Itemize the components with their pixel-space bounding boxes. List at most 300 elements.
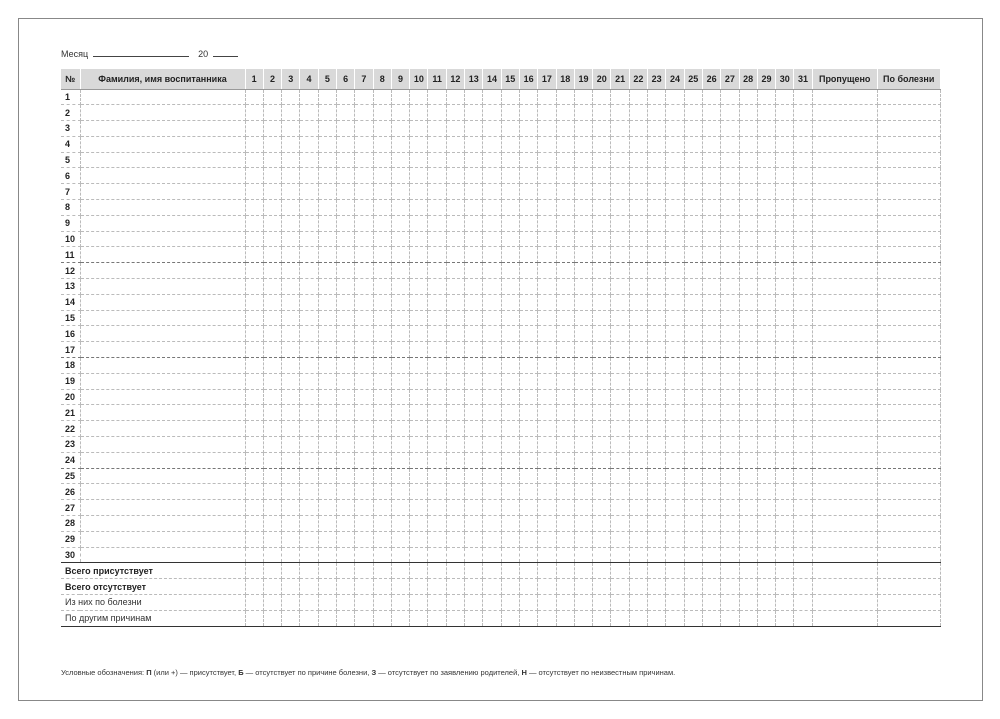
day-cell[interactable] bbox=[300, 200, 318, 216]
day-cell[interactable] bbox=[410, 389, 428, 405]
missed-cell[interactable] bbox=[812, 500, 877, 516]
day-cell[interactable] bbox=[446, 500, 464, 516]
day-cell[interactable] bbox=[721, 121, 739, 137]
summary-cell[interactable] bbox=[391, 610, 409, 626]
day-cell[interactable] bbox=[648, 294, 666, 310]
name-cell[interactable] bbox=[80, 500, 245, 516]
day-cell[interactable] bbox=[574, 547, 592, 563]
day-cell[interactable] bbox=[300, 547, 318, 563]
summary-cell[interactable] bbox=[428, 610, 446, 626]
day-cell[interactable] bbox=[501, 152, 519, 168]
day-cell[interactable] bbox=[757, 89, 775, 105]
day-cell[interactable] bbox=[410, 531, 428, 547]
day-cell[interactable] bbox=[739, 294, 757, 310]
day-cell[interactable] bbox=[538, 452, 556, 468]
day-cell[interactable] bbox=[245, 547, 263, 563]
day-cell[interactable] bbox=[739, 358, 757, 374]
day-cell[interactable] bbox=[245, 500, 263, 516]
day-cell[interactable] bbox=[794, 326, 812, 342]
day-cell[interactable] bbox=[318, 215, 336, 231]
day-cell[interactable] bbox=[702, 405, 720, 421]
day-cell[interactable] bbox=[574, 247, 592, 263]
day-cell[interactable] bbox=[666, 468, 684, 484]
day-cell[interactable] bbox=[355, 184, 373, 200]
summary-cell[interactable] bbox=[538, 595, 556, 611]
day-cell[interactable] bbox=[336, 168, 354, 184]
sick-cell[interactable] bbox=[877, 89, 940, 105]
day-cell[interactable] bbox=[666, 452, 684, 468]
day-cell[interactable] bbox=[794, 342, 812, 358]
day-cell[interactable] bbox=[428, 516, 446, 532]
day-cell[interactable] bbox=[593, 516, 611, 532]
summary-cell[interactable] bbox=[757, 563, 775, 579]
day-cell[interactable] bbox=[501, 215, 519, 231]
day-cell[interactable] bbox=[245, 358, 263, 374]
day-cell[interactable] bbox=[574, 105, 592, 121]
day-cell[interactable] bbox=[776, 531, 794, 547]
day-cell[interactable] bbox=[355, 373, 373, 389]
day-cell[interactable] bbox=[245, 326, 263, 342]
day-cell[interactable] bbox=[666, 342, 684, 358]
summary-cell[interactable] bbox=[300, 610, 318, 626]
day-cell[interactable] bbox=[263, 389, 281, 405]
day-cell[interactable] bbox=[300, 373, 318, 389]
day-cell[interactable] bbox=[263, 358, 281, 374]
day-cell[interactable] bbox=[666, 405, 684, 421]
day-cell[interactable] bbox=[538, 89, 556, 105]
day-cell[interactable] bbox=[300, 326, 318, 342]
day-cell[interactable] bbox=[465, 358, 483, 374]
day-cell[interactable] bbox=[629, 531, 647, 547]
day-cell[interactable] bbox=[666, 89, 684, 105]
day-cell[interactable] bbox=[739, 215, 757, 231]
day-cell[interactable] bbox=[593, 531, 611, 547]
day-cell[interactable] bbox=[702, 310, 720, 326]
day-cell[interactable] bbox=[593, 215, 611, 231]
day-cell[interactable] bbox=[574, 326, 592, 342]
day-cell[interactable] bbox=[684, 184, 702, 200]
summary-cell[interactable] bbox=[611, 595, 629, 611]
day-cell[interactable] bbox=[666, 152, 684, 168]
day-cell[interactable] bbox=[702, 358, 720, 374]
day-cell[interactable] bbox=[318, 200, 336, 216]
day-cell[interactable] bbox=[373, 152, 391, 168]
day-cell[interactable] bbox=[702, 247, 720, 263]
day-cell[interactable] bbox=[483, 405, 501, 421]
day-cell[interactable] bbox=[483, 531, 501, 547]
day-cell[interactable] bbox=[794, 358, 812, 374]
day-cell[interactable] bbox=[593, 279, 611, 295]
day-cell[interactable] bbox=[300, 342, 318, 358]
day-cell[interactable] bbox=[519, 484, 537, 500]
summary-cell[interactable] bbox=[666, 595, 684, 611]
day-cell[interactable] bbox=[282, 484, 300, 500]
day-cell[interactable] bbox=[666, 294, 684, 310]
summary-cell[interactable] bbox=[812, 610, 877, 626]
day-cell[interactable] bbox=[776, 121, 794, 137]
day-cell[interactable] bbox=[355, 437, 373, 453]
day-cell[interactable] bbox=[757, 452, 775, 468]
day-cell[interactable] bbox=[391, 421, 409, 437]
day-cell[interactable] bbox=[263, 136, 281, 152]
summary-cell[interactable] bbox=[263, 595, 281, 611]
day-cell[interactable] bbox=[519, 89, 537, 105]
day-cell[interactable] bbox=[721, 484, 739, 500]
sick-cell[interactable] bbox=[877, 547, 940, 563]
day-cell[interactable] bbox=[282, 468, 300, 484]
day-cell[interactable] bbox=[757, 516, 775, 532]
day-cell[interactable] bbox=[245, 136, 263, 152]
summary-cell[interactable] bbox=[739, 563, 757, 579]
day-cell[interactable] bbox=[483, 452, 501, 468]
summary-cell[interactable] bbox=[318, 563, 336, 579]
day-cell[interactable] bbox=[538, 231, 556, 247]
summary-cell[interactable] bbox=[245, 595, 263, 611]
day-cell[interactable] bbox=[501, 294, 519, 310]
day-cell[interactable] bbox=[336, 231, 354, 247]
day-cell[interactable] bbox=[776, 294, 794, 310]
day-cell[interactable] bbox=[410, 152, 428, 168]
summary-cell[interactable] bbox=[318, 595, 336, 611]
missed-cell[interactable] bbox=[812, 310, 877, 326]
day-cell[interactable] bbox=[391, 136, 409, 152]
day-cell[interactable] bbox=[483, 468, 501, 484]
day-cell[interactable] bbox=[519, 389, 537, 405]
day-cell[interactable] bbox=[318, 310, 336, 326]
day-cell[interactable] bbox=[666, 484, 684, 500]
day-cell[interactable] bbox=[410, 421, 428, 437]
summary-cell[interactable] bbox=[666, 610, 684, 626]
day-cell[interactable] bbox=[519, 121, 537, 137]
day-cell[interactable] bbox=[483, 168, 501, 184]
missed-cell[interactable] bbox=[812, 247, 877, 263]
day-cell[interactable] bbox=[684, 358, 702, 374]
day-cell[interactable] bbox=[501, 484, 519, 500]
day-cell[interactable] bbox=[684, 215, 702, 231]
day-cell[interactable] bbox=[336, 326, 354, 342]
day-cell[interactable] bbox=[282, 531, 300, 547]
day-cell[interactable] bbox=[794, 310, 812, 326]
day-cell[interactable] bbox=[355, 121, 373, 137]
day-cell[interactable] bbox=[501, 452, 519, 468]
day-cell[interactable] bbox=[373, 326, 391, 342]
sick-cell[interactable] bbox=[877, 342, 940, 358]
day-cell[interactable] bbox=[282, 247, 300, 263]
day-cell[interactable] bbox=[611, 452, 629, 468]
day-cell[interactable] bbox=[391, 437, 409, 453]
day-cell[interactable] bbox=[739, 547, 757, 563]
day-cell[interactable] bbox=[556, 405, 574, 421]
day-cell[interactable] bbox=[355, 215, 373, 231]
day-cell[interactable] bbox=[355, 405, 373, 421]
sick-cell[interactable] bbox=[877, 452, 940, 468]
name-cell[interactable] bbox=[80, 516, 245, 532]
day-cell[interactable] bbox=[373, 531, 391, 547]
summary-cell[interactable] bbox=[812, 579, 877, 595]
summary-cell[interactable] bbox=[391, 595, 409, 611]
day-cell[interactable] bbox=[611, 121, 629, 137]
day-cell[interactable] bbox=[391, 547, 409, 563]
day-cell[interactable] bbox=[355, 468, 373, 484]
day-cell[interactable] bbox=[611, 279, 629, 295]
summary-cell[interactable] bbox=[556, 610, 574, 626]
day-cell[interactable] bbox=[336, 105, 354, 121]
day-cell[interactable] bbox=[629, 358, 647, 374]
day-cell[interactable] bbox=[282, 405, 300, 421]
day-cell[interactable] bbox=[757, 373, 775, 389]
day-cell[interactable] bbox=[391, 468, 409, 484]
name-cell[interactable] bbox=[80, 136, 245, 152]
day-cell[interactable] bbox=[263, 200, 281, 216]
day-cell[interactable] bbox=[446, 294, 464, 310]
day-cell[interactable] bbox=[336, 310, 354, 326]
day-cell[interactable] bbox=[611, 547, 629, 563]
day-cell[interactable] bbox=[282, 437, 300, 453]
day-cell[interactable] bbox=[611, 421, 629, 437]
day-cell[interactable] bbox=[666, 231, 684, 247]
day-cell[interactable] bbox=[538, 294, 556, 310]
day-cell[interactable] bbox=[721, 168, 739, 184]
day-cell[interactable] bbox=[629, 468, 647, 484]
day-cell[interactable] bbox=[794, 136, 812, 152]
name-cell[interactable] bbox=[80, 215, 245, 231]
day-cell[interactable] bbox=[245, 105, 263, 121]
day-cell[interactable] bbox=[263, 326, 281, 342]
day-cell[interactable] bbox=[483, 373, 501, 389]
day-cell[interactable] bbox=[574, 437, 592, 453]
day-cell[interactable] bbox=[300, 405, 318, 421]
day-cell[interactable] bbox=[684, 452, 702, 468]
day-cell[interactable] bbox=[611, 200, 629, 216]
day-cell[interactable] bbox=[666, 200, 684, 216]
day-cell[interactable] bbox=[263, 215, 281, 231]
day-cell[interactable] bbox=[629, 310, 647, 326]
missed-cell[interactable] bbox=[812, 121, 877, 137]
day-cell[interactable] bbox=[739, 231, 757, 247]
summary-cell[interactable] bbox=[428, 563, 446, 579]
day-cell[interactable] bbox=[648, 105, 666, 121]
summary-cell[interactable] bbox=[245, 579, 263, 595]
day-cell[interactable] bbox=[282, 200, 300, 216]
day-cell[interactable] bbox=[446, 247, 464, 263]
day-cell[interactable] bbox=[776, 389, 794, 405]
day-cell[interactable] bbox=[611, 516, 629, 532]
day-cell[interactable] bbox=[336, 437, 354, 453]
name-cell[interactable] bbox=[80, 263, 245, 279]
day-cell[interactable] bbox=[666, 247, 684, 263]
day-cell[interactable] bbox=[593, 263, 611, 279]
day-cell[interactable] bbox=[391, 500, 409, 516]
day-cell[interactable] bbox=[684, 200, 702, 216]
day-cell[interactable] bbox=[318, 247, 336, 263]
day-cell[interactable] bbox=[556, 215, 574, 231]
day-cell[interactable] bbox=[593, 358, 611, 374]
day-cell[interactable] bbox=[355, 136, 373, 152]
day-cell[interactable] bbox=[391, 184, 409, 200]
summary-cell[interactable] bbox=[556, 563, 574, 579]
day-cell[interactable] bbox=[574, 294, 592, 310]
day-cell[interactable] bbox=[410, 405, 428, 421]
day-cell[interactable] bbox=[611, 168, 629, 184]
day-cell[interactable] bbox=[501, 136, 519, 152]
day-cell[interactable] bbox=[684, 152, 702, 168]
day-cell[interactable] bbox=[391, 310, 409, 326]
missed-cell[interactable] bbox=[812, 452, 877, 468]
summary-cell[interactable] bbox=[410, 579, 428, 595]
missed-cell[interactable] bbox=[812, 389, 877, 405]
day-cell[interactable] bbox=[355, 231, 373, 247]
day-cell[interactable] bbox=[373, 516, 391, 532]
day-cell[interactable] bbox=[739, 263, 757, 279]
day-cell[interactable] bbox=[739, 279, 757, 295]
summary-cell[interactable] bbox=[757, 579, 775, 595]
summary-cell[interactable] bbox=[245, 563, 263, 579]
day-cell[interactable] bbox=[300, 531, 318, 547]
summary-cell[interactable] bbox=[465, 579, 483, 595]
summary-cell[interactable] bbox=[776, 595, 794, 611]
day-cell[interactable] bbox=[300, 468, 318, 484]
day-cell[interactable] bbox=[556, 263, 574, 279]
day-cell[interactable] bbox=[282, 279, 300, 295]
day-cell[interactable] bbox=[556, 531, 574, 547]
day-cell[interactable] bbox=[300, 215, 318, 231]
day-cell[interactable] bbox=[336, 136, 354, 152]
day-cell[interactable] bbox=[428, 247, 446, 263]
day-cell[interactable] bbox=[648, 516, 666, 532]
day-cell[interactable] bbox=[410, 279, 428, 295]
day-cell[interactable] bbox=[611, 405, 629, 421]
summary-cell[interactable] bbox=[538, 579, 556, 595]
summary-cell[interactable] bbox=[465, 610, 483, 626]
day-cell[interactable] bbox=[318, 389, 336, 405]
day-cell[interactable] bbox=[355, 168, 373, 184]
day-cell[interactable] bbox=[702, 468, 720, 484]
day-cell[interactable] bbox=[355, 421, 373, 437]
day-cell[interactable] bbox=[282, 389, 300, 405]
day-cell[interactable] bbox=[446, 484, 464, 500]
day-cell[interactable] bbox=[282, 452, 300, 468]
sick-cell[interactable] bbox=[877, 263, 940, 279]
day-cell[interactable] bbox=[483, 342, 501, 358]
day-cell[interactable] bbox=[794, 105, 812, 121]
day-cell[interactable] bbox=[391, 89, 409, 105]
day-cell[interactable] bbox=[684, 389, 702, 405]
day-cell[interactable] bbox=[336, 500, 354, 516]
summary-cell[interactable] bbox=[300, 563, 318, 579]
day-cell[interactable] bbox=[465, 168, 483, 184]
day-cell[interactable] bbox=[593, 373, 611, 389]
day-cell[interactable] bbox=[391, 168, 409, 184]
day-cell[interactable] bbox=[666, 184, 684, 200]
name-cell[interactable] bbox=[80, 247, 245, 263]
day-cell[interactable] bbox=[721, 200, 739, 216]
day-cell[interactable] bbox=[648, 263, 666, 279]
name-cell[interactable] bbox=[80, 310, 245, 326]
day-cell[interactable] bbox=[574, 421, 592, 437]
day-cell[interactable] bbox=[739, 437, 757, 453]
day-cell[interactable] bbox=[648, 373, 666, 389]
missed-cell[interactable] bbox=[812, 358, 877, 374]
day-cell[interactable] bbox=[465, 531, 483, 547]
summary-cell[interactable] bbox=[684, 563, 702, 579]
sick-cell[interactable] bbox=[877, 294, 940, 310]
day-cell[interactable] bbox=[501, 200, 519, 216]
day-cell[interactable] bbox=[776, 373, 794, 389]
day-cell[interactable] bbox=[538, 421, 556, 437]
day-cell[interactable] bbox=[245, 215, 263, 231]
day-cell[interactable] bbox=[282, 310, 300, 326]
day-cell[interactable] bbox=[702, 263, 720, 279]
summary-cell[interactable] bbox=[794, 595, 812, 611]
summary-cell[interactable] bbox=[428, 579, 446, 595]
day-cell[interactable] bbox=[519, 247, 537, 263]
day-cell[interactable] bbox=[501, 516, 519, 532]
day-cell[interactable] bbox=[684, 121, 702, 137]
day-cell[interactable] bbox=[721, 358, 739, 374]
day-cell[interactable] bbox=[629, 263, 647, 279]
name-cell[interactable] bbox=[80, 484, 245, 500]
day-cell[interactable] bbox=[282, 342, 300, 358]
summary-cell[interactable] bbox=[318, 579, 336, 595]
day-cell[interactable] bbox=[648, 531, 666, 547]
sick-cell[interactable] bbox=[877, 358, 940, 374]
day-cell[interactable] bbox=[739, 516, 757, 532]
summary-cell[interactable] bbox=[611, 579, 629, 595]
summary-cell[interactable] bbox=[593, 610, 611, 626]
day-cell[interactable] bbox=[538, 121, 556, 137]
day-cell[interactable] bbox=[336, 342, 354, 358]
day-cell[interactable] bbox=[373, 247, 391, 263]
day-cell[interactable] bbox=[282, 105, 300, 121]
day-cell[interactable] bbox=[391, 326, 409, 342]
day-cell[interactable] bbox=[519, 168, 537, 184]
summary-cell[interactable] bbox=[538, 563, 556, 579]
summary-cell[interactable] bbox=[355, 563, 373, 579]
day-cell[interactable] bbox=[245, 168, 263, 184]
day-cell[interactable] bbox=[739, 136, 757, 152]
day-cell[interactable] bbox=[318, 373, 336, 389]
day-cell[interactable] bbox=[263, 310, 281, 326]
day-cell[interactable] bbox=[263, 468, 281, 484]
day-cell[interactable] bbox=[684, 310, 702, 326]
day-cell[interactable] bbox=[446, 452, 464, 468]
missed-cell[interactable] bbox=[812, 547, 877, 563]
day-cell[interactable] bbox=[483, 247, 501, 263]
missed-cell[interactable] bbox=[812, 105, 877, 121]
day-cell[interactable] bbox=[721, 373, 739, 389]
day-cell[interactable] bbox=[446, 358, 464, 374]
summary-cell[interactable] bbox=[629, 610, 647, 626]
day-cell[interactable] bbox=[483, 500, 501, 516]
day-cell[interactable] bbox=[336, 279, 354, 295]
summary-cell[interactable] bbox=[794, 563, 812, 579]
day-cell[interactable] bbox=[245, 152, 263, 168]
summary-cell[interactable] bbox=[519, 595, 537, 611]
summary-cell[interactable] bbox=[501, 563, 519, 579]
day-cell[interactable] bbox=[684, 136, 702, 152]
name-cell[interactable] bbox=[80, 279, 245, 295]
day-cell[interactable] bbox=[556, 500, 574, 516]
summary-cell[interactable] bbox=[648, 595, 666, 611]
summary-cell[interactable] bbox=[410, 610, 428, 626]
missed-cell[interactable] bbox=[812, 342, 877, 358]
day-cell[interactable] bbox=[629, 121, 647, 137]
day-cell[interactable] bbox=[410, 437, 428, 453]
day-cell[interactable] bbox=[629, 152, 647, 168]
day-cell[interactable] bbox=[593, 310, 611, 326]
day-cell[interactable] bbox=[300, 279, 318, 295]
day-cell[interactable] bbox=[373, 421, 391, 437]
